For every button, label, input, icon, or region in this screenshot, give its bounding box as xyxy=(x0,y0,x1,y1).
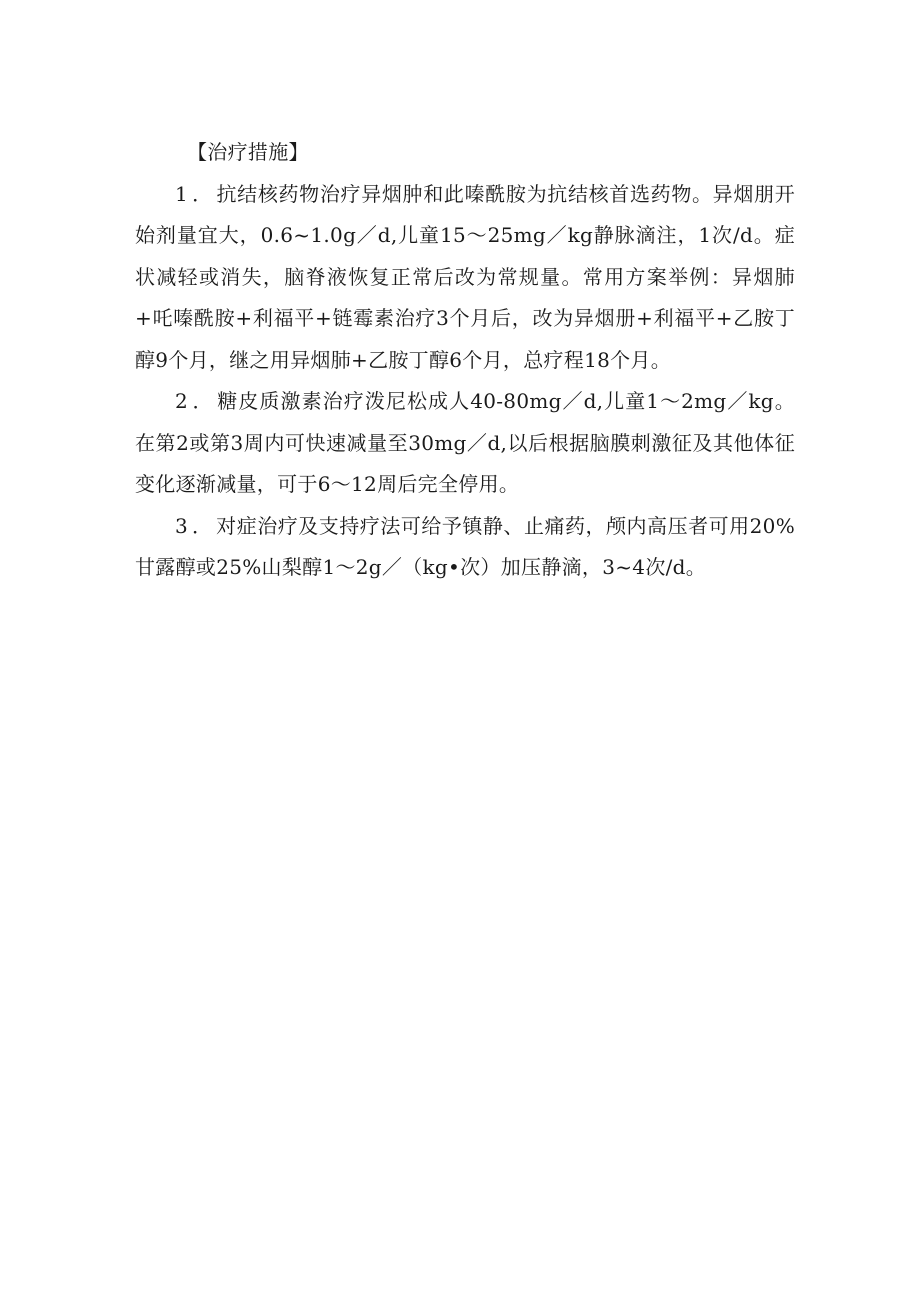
paragraph-item-2 xyxy=(135,381,795,506)
paragraph-text: 糖皮质激素治疗泼尼松成人40-80mg／d,儿童1～2mg／kg。在第2或第3周内可快速减量至30mg／d,以后根据脑膜刺激征及其他体征变化逐渐减量，可于6～12周后完全停用。 xyxy=(135,389,795,496)
paragraph-text: 抗结核药物治疗异烟肿和此嗪酰胺为抗结核首选药物。异烟朋开始剂量宜大，0.6~1.0g／d,儿童15～25mg／kg静脉滴注，1次/d。症状减轻或消失，脑脊液恢复正常后改为常规量。常用方案举例：异烟肺+吒嗪酰胺+利福平+链霉素治疗3个月后，改为异烟册+利福平+乙胺丁醇9个月，继之用异烟肺+乙胺丁醇6个月，总疗程18个月。 xyxy=(135,181,795,372)
item-number: 3． xyxy=(175,513,217,538)
document-body xyxy=(135,132,795,589)
paragraph-text: 对症治疗及支持疗法可给予镇静、止痛药，颅内高压者可用20%甘露醇或25%山梨醇1～2g／（kg•次）加压静滴，3~4次/d。 xyxy=(135,513,795,579)
section-heading: 【治疗措施】 xyxy=(187,140,309,164)
paragraph-item-1 xyxy=(135,174,795,382)
item-number: 2． xyxy=(175,389,218,413)
item-number: 1． xyxy=(175,181,217,206)
paragraph-item-3 xyxy=(135,506,795,589)
